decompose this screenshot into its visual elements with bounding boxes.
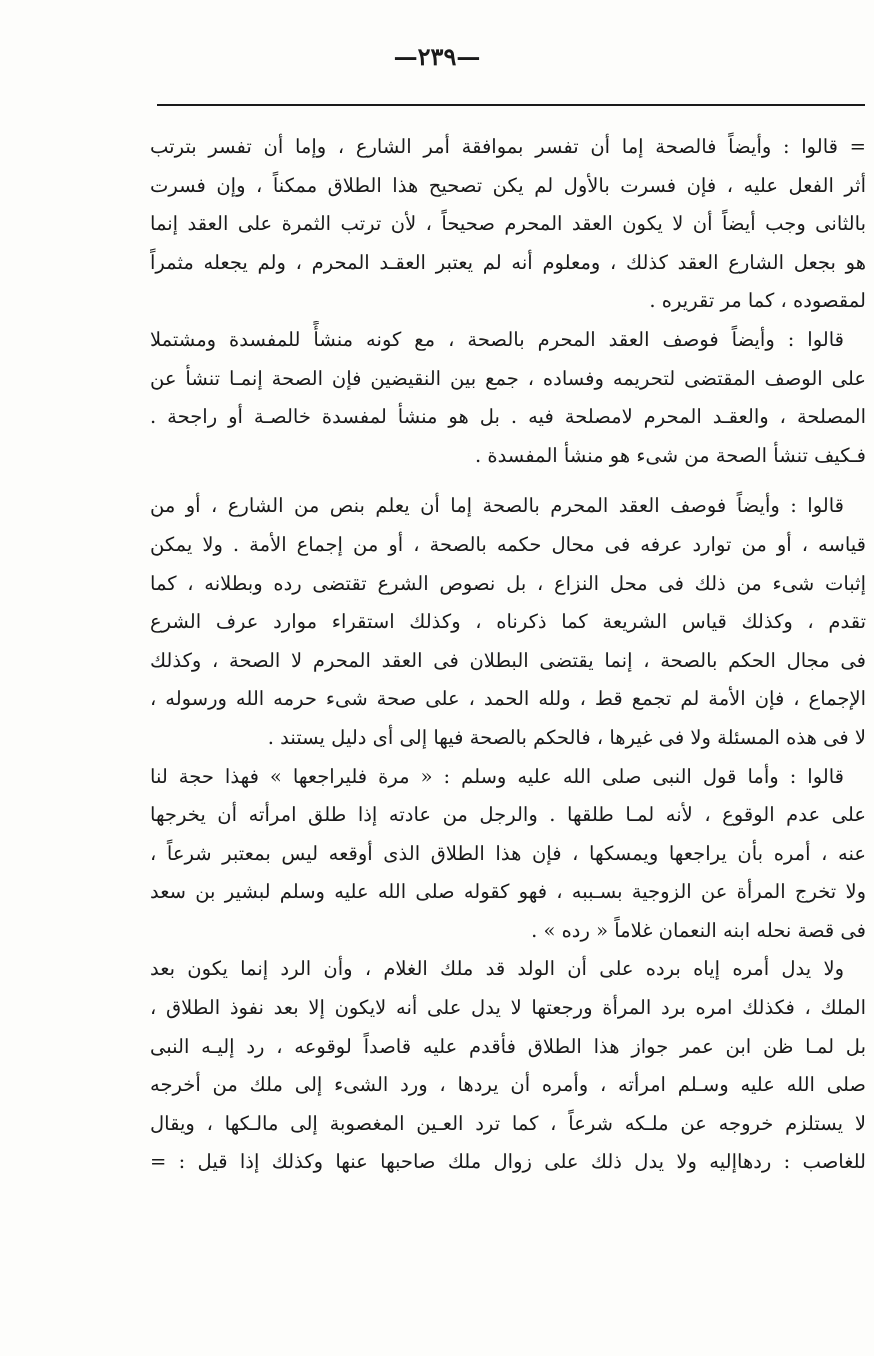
text-line: هو بجعل الشارع العقد كذلك ، ومعلوم أنه لم يعتبر العقـد المحرم ، ولم يجعله مثمراً (150, 250, 866, 274)
paragraph-4 (150, 758, 866, 951)
text-line: قالوا : وأيضاً فوصف العقد المحرم بالصحة إما أن يعلم بنص من الشارع ، أو من (150, 494, 844, 518)
text-line: لا فى هذه المسئلة ولا فى غيرها ، فالحكم بالصحة فيها إلى أى دليل يستند . (267, 725, 866, 749)
text-line: فى قصة نحله ابنه النعمان غلاماً « رده » . (531, 918, 866, 942)
page-number (0, 42, 874, 71)
text-line: الملك ، فكذلك امره برد المرأة ورجعتها لا يدل على أنه لايكون إلا بعد نفوذ الطلاق ، (150, 996, 866, 1020)
text-line: المصلحة ، والعقـد المحرم لامصلحة فيه . بل هو منشأ لمفسدة خالصـة أو راجحة . (150, 405, 866, 429)
text-line: قالوا : وأيضاً فوصف العقد المحرم بالصحة ، مع كونه منشأً للمفسدة ومشتملا (150, 327, 844, 351)
text-line: على الوصف المقتضى لتحريمه وفساده ، جمع بين النقيضين فإن الصحة إنمـا تنشأ عن (150, 366, 866, 390)
text-line: على عدم الوقوع ، لأنه لمـا طلقها . والرجل من عادته إذا طلق امرأته أن يخرجها (150, 803, 866, 827)
paragraph-2 (150, 321, 866, 475)
text-line: لمقصوده ، كما مر تقريره . (649, 289, 866, 313)
text-line: فـكيف تنشأ الصحة من شىء هو منشأ المفسدة . (474, 443, 866, 467)
text-line: للغاصب : ردهاإليه ولا يدل ذلك على زوال ملك صاحبها عنها وكذلك إذا قيل : = (150, 1150, 866, 1174)
page-number-text: —٢٣٩— (393, 42, 481, 71)
paragraph-1 (150, 128, 866, 321)
text-line: بالثانى وجب أيضاً أن لا يكون العقد المحرم صحيحاً ، لأن ترتب الثمرة على العقد إنما (150, 212, 866, 236)
text-line: صلى الله عليه وسـلم امرأته ، وأمره أن يردها ، ورد الشىء إلى ملك من أخرجه (150, 1073, 866, 1097)
text-line: عنه ، أمره بأن يراجعها ويمسكها ، فإن هذا الطلاق الذى أوقعه ليس بمعتبر شرعاً ، (150, 841, 866, 865)
text-line: قالوا : وأما قول النبى صلى الله عليه وسلم : « مرة فليراجعها » فهذا حجة لنا (150, 764, 844, 788)
text-line: فى مجال الحكم بالصحة ، إنما يقتضى البطلان فى العقد المحرم لا الصحة ، وكذلك (150, 648, 866, 672)
text-line: الإجماع ، فإن الأمة لم تجمع قط ، ولله الحمد ، على صحة شىء حرمه الله ورسوله ، (150, 687, 866, 711)
text-line: ولا يدل أمره إياه برده على أن الولد قد ملك الغلام ، وأن الرد إنما يكون بعد (150, 957, 844, 981)
text-line: لا يستلزم خروجه عن ملـكه شرعاً ، كما ترد العـين المغصوبة إلى مالـكها ، ويقال (150, 1111, 866, 1135)
text-line: تقدم ، وكذلك قياس الشريعة كما ذكرناه ، وكذلك استقراء موارد عرف الشرع (150, 610, 866, 634)
text-line: = قالوا : وأيضاً فالصحة إما أن تفسر بموافقة أمر الشارع ، وإما أن تفسر بترتب (150, 135, 866, 158)
text-line: بل لمـا ظن ابن عمر جواز هذا الطلاق فأقدم عليه قاصداً لوقوعه ، رد إليـه النبى (150, 1034, 866, 1058)
text-line: قياسه ، أو من توارد عرفه فى محال حكمه بالصحة ، أو من إجماع الأمة . ولا يمكن (150, 532, 866, 556)
text-line: إثبات شىء من ذلك فى محل النزاع ، بل نصوص الشرع تقتضى رده وبطلانه ، كما (150, 571, 866, 595)
text-line: ولا تخرج المرأة عن الزوجية بسـببه ، فهو كقوله صلى الله عليه وسلم لبشير بن سعد (150, 880, 866, 904)
paragraph-3 (150, 487, 866, 757)
page-body (150, 128, 866, 1182)
paragraph-gap (150, 475, 866, 487)
paragraph-5 (150, 950, 866, 1182)
header-rule (157, 104, 865, 106)
text-line: أثر الفعل عليه ، فإن فسرت بالأول لم يكن تصحيح هذا الطلاق ممكناً ، وإن فسرت (150, 173, 866, 197)
